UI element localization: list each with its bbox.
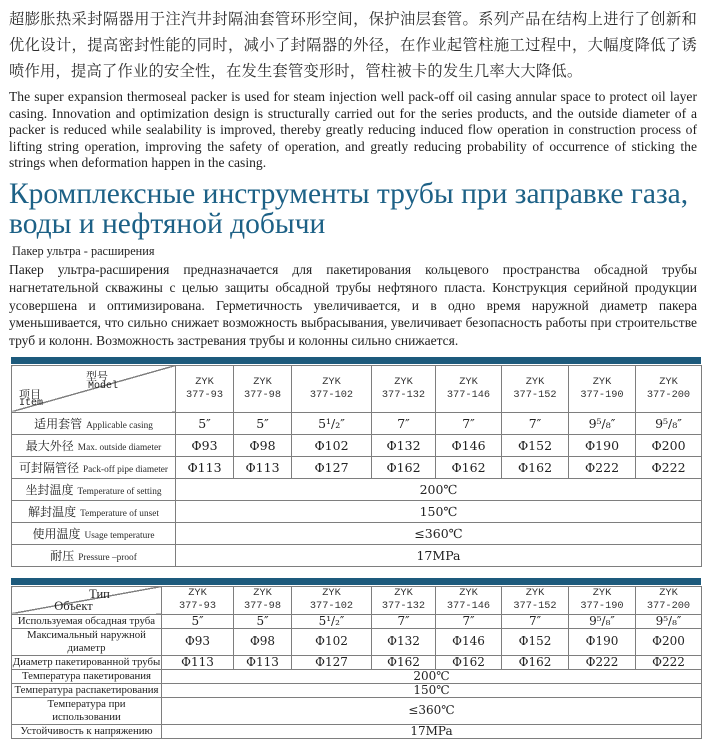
spec-label: 解封温度 Temperature of unset (12, 500, 176, 522)
table-accent-bar (11, 357, 701, 364)
table-accent-bar (11, 578, 701, 585)
model-code: 377-152 (513, 600, 557, 613)
spec-table-ru-block (11, 578, 701, 739)
spec-value: Φ222 (569, 456, 636, 478)
spec-label: Используемая обсадная труба (12, 614, 162, 628)
spec-value: Φ162 (372, 655, 436, 669)
spec-value: Φ98 (234, 628, 292, 655)
corner-model-label-zh: 型号 (86, 369, 108, 383)
model-header-cell (636, 365, 702, 412)
spec-value: 9⁵/₈″ (636, 412, 702, 434)
model-code: 377-93 (178, 600, 217, 613)
spec-value: Φ102 (292, 628, 372, 655)
spec-value: Φ98 (234, 434, 292, 456)
model-code: 377-93 (185, 388, 224, 401)
model-code: 377-132 (381, 600, 426, 613)
spec-value: 5″ (162, 614, 234, 628)
spec-row-usage-temperature (12, 522, 702, 544)
model-code: 377-190 (580, 388, 624, 401)
spec-value-merged: ≤360℃ (162, 697, 702, 724)
spec-value: 7″ (502, 614, 569, 628)
spec-table-cn-block (11, 357, 701, 567)
spec-label: 耐压 Pressure –proof (12, 544, 176, 566)
model-code: 377-132 (381, 388, 426, 401)
model-brand: ZYK (322, 587, 341, 600)
spec-value-merged: 17MPa (176, 544, 702, 566)
model-header-cell (372, 586, 436, 614)
spec-label: Диаметр пакетированной трубы (12, 655, 161, 668)
spec-row-pressure-proof (12, 544, 702, 566)
spec-row-packing-temperature (12, 669, 702, 683)
spec-label: Устойчивость к напряжению (12, 724, 162, 738)
model-header-cell (292, 586, 372, 614)
russian-subtitle: Пакер ультра - расширения (12, 243, 155, 258)
spec-value: 5¹/₂″ (292, 614, 372, 628)
spec-row-applicable-casing (12, 412, 702, 434)
model-brand: ZYK (394, 587, 413, 600)
spec-label: Температура пакетирования (12, 669, 162, 683)
spec-value-merged: 200℃ (176, 478, 702, 500)
model-code: 377-152 (513, 388, 557, 401)
table-header-row (12, 365, 702, 412)
model-code: 377-146 (446, 388, 491, 401)
spec-row-unpacking-temperature (12, 683, 702, 697)
spec-table-ru (11, 586, 702, 739)
model-header-cell (234, 586, 292, 614)
spec-label: 使用温度 Usage temperature (12, 522, 176, 544)
spec-label: 适用套管 Applicable casing (12, 412, 176, 434)
spec-value: Φ162 (502, 655, 569, 669)
spec-value: Φ113 (234, 456, 292, 478)
spec-value: Φ190 (569, 434, 636, 456)
model-brand: ZYK (394, 375, 413, 388)
spec-row-packed-pipe-diameter (12, 655, 702, 669)
document-page (0, 6, 706, 738)
model-brand: ZYK (322, 375, 341, 388)
model-header-cell (569, 586, 636, 614)
spec-value: 9⁵/₈″ (636, 614, 702, 628)
spec-value: Φ93 (162, 628, 234, 655)
spec-value: Φ162 (372, 456, 436, 478)
spec-value-merged: 150℃ (176, 500, 702, 522)
spec-value: Φ127 (292, 655, 372, 669)
russian-paragraph: Пакер ультра-расширения предназначается для пакетирования кольцевого пространства обсадной трубы нагнетательной скважины с целью защиты обсадной трубы нефтяного пласта. Конструкция серийной продукции усовершена и оптимизирована. Герметичность увеличивается, и в одно время наружной диаметр пакера уменьшивается, что сильно снижает возможность выбрасывания, увеличивает безопасность работы при строительстве труб и колонн. Возможность застревания трубы и колонны сильно снижается. (9, 261, 697, 349)
spec-value: Φ132 (372, 434, 436, 456)
spec-value: Φ200 (636, 628, 702, 655)
spec-value: Φ222 (636, 456, 702, 478)
model-brand: ZYK (525, 587, 545, 600)
spec-value: 5″ (234, 614, 292, 628)
spec-value: Φ152 (502, 628, 569, 655)
model-code: 377-146 (446, 600, 491, 613)
spec-value: 7″ (372, 614, 436, 628)
model-code: 377-200 (646, 600, 691, 613)
spec-value-merged: ≤360℃ (176, 522, 702, 544)
spec-value: 7″ (372, 412, 436, 434)
spec-value: Φ162 (436, 456, 502, 478)
spec-row-usage-temperature (12, 697, 702, 724)
spec-label: 坐封温度 Temperature of setting (12, 478, 176, 500)
spec-value-merged: 150℃ (162, 683, 702, 697)
model-header-cell (292, 365, 372, 412)
corner-type-label: Тип (89, 586, 110, 601)
spec-value: Φ162 (436, 655, 502, 669)
spec-value: 5″ (234, 412, 292, 434)
corner-item-label-zh: 项目 (19, 387, 41, 401)
model-brand: ZYK (195, 375, 214, 388)
spec-value: 9⁵/₈″ (569, 614, 636, 628)
spec-label: 最大外径 Max. outside diameter (12, 434, 176, 456)
spec-value: 5¹/₂″ (292, 412, 372, 434)
spec-value: 7″ (502, 412, 569, 434)
model-header-cell (234, 365, 292, 412)
table-corner-cell (12, 586, 162, 614)
spec-value: Φ146 (436, 434, 502, 456)
model-header-cell (436, 586, 502, 614)
model-header-cell (372, 365, 436, 412)
spec-value: Φ127 (292, 456, 372, 478)
spec-label: Температура при использовании (12, 697, 162, 724)
model-brand: ZYK (188, 587, 207, 600)
intro-paragraph-en: The super expansion thermoseal packer is used for steam injection well pack-off oil casing annular space to protect oil layer casing. Innovation and optimization design is structurally carried out for the series products, and the outside diameter of a packer is reduced while sealability is improved, thereby greatly reducing induced flow operation in construction process of lifting string operation, improving the safety of operation, and greatly reducing probability of occurrence of sticking the strings when deformation happen in the casing. (9, 89, 697, 171)
spec-label: Максимальный наружной диаметр (12, 628, 162, 655)
spec-value: Φ190 (569, 628, 636, 655)
spec-value: Φ113 (234, 655, 292, 669)
model-header-cell (636, 586, 702, 614)
spec-label: 可封隔管径 Pack-off pipe diameter (12, 456, 176, 478)
model-header-cell (436, 365, 502, 412)
russian-heading: Кромплексные инструменты трубы при заправке газа, воды и нефтяной добычи (9, 177, 689, 241)
model-code: 377-98 (243, 388, 282, 401)
spec-value: Φ113 (162, 655, 234, 669)
spec-value: Φ146 (436, 628, 502, 655)
corner-object-label: Объект (54, 598, 93, 613)
corner-item-label-en: Item (19, 397, 44, 409)
model-header-cell (502, 365, 569, 412)
spec-row-unset-temperature (12, 500, 702, 522)
spec-value: Φ222 (569, 655, 636, 669)
spec-value: Φ113 (176, 456, 234, 478)
spec-value: 7″ (436, 614, 502, 628)
model-code: 377-102 (309, 600, 354, 613)
intro-paragraph-zh: 超膨胀热采封隔器用于注汽井封隔油套管环形空间，保护油层套管。系列产品在结构上进行了创新和优化设计，提高密封性能的同时，减小了封隔器的外径，在作业起管柱施工过程中，大幅度降低了诱喷作用，提高了作业的安全性，在发生套管变形时，管柱被卡的发生几率大大降低。 (9, 10, 697, 80)
spec-row-max-outside-diameter (12, 434, 702, 456)
spec-row-setting-temperature (12, 478, 702, 500)
model-header-cell (569, 365, 636, 412)
spec-row-stress-resistance (12, 724, 702, 738)
model-brand: ZYK (253, 587, 272, 600)
model-brand: ZYK (253, 375, 272, 388)
model-code: 377-190 (580, 600, 624, 613)
model-header-cell (176, 365, 234, 412)
spec-value: Φ162 (502, 456, 569, 478)
spec-value: 5″ (176, 412, 234, 434)
model-brand: ZYK (459, 587, 478, 600)
model-code: 377-200 (646, 388, 691, 401)
model-brand: ZYK (592, 587, 612, 600)
model-header-cell (502, 586, 569, 614)
spec-value-merged: 17MPa (162, 724, 702, 738)
model-brand: ZYK (592, 375, 612, 388)
model-header-cell (162, 586, 234, 614)
spec-value: 9⁵/₈″ (569, 412, 636, 434)
corner-model-label-en: Model (88, 380, 119, 392)
model-code: 377-98 (243, 600, 282, 613)
spec-table-cn (11, 365, 702, 567)
spec-value: Φ152 (502, 434, 569, 456)
model-brand: ZYK (459, 375, 478, 388)
spec-value: Φ222 (636, 655, 702, 669)
model-brand: ZYK (659, 587, 678, 600)
spec-row-packoff-pipe-diameter (12, 456, 702, 478)
table-header-row (12, 586, 702, 614)
spec-value: Φ132 (372, 628, 436, 655)
spec-value: Φ93 (176, 434, 234, 456)
spec-row-casing-used (12, 614, 702, 628)
spec-value-merged: 200℃ (162, 669, 702, 683)
model-code: 377-102 (309, 388, 354, 401)
spec-value: 7″ (436, 412, 502, 434)
model-brand: ZYK (525, 375, 545, 388)
spec-row-max-outer-diameter (12, 628, 702, 655)
table-corner-cell (12, 365, 176, 412)
spec-label: Температура распакетирования (12, 683, 162, 697)
model-brand: ZYK (659, 375, 678, 388)
spec-value: Φ102 (292, 434, 372, 456)
spec-value: Φ200 (636, 434, 702, 456)
